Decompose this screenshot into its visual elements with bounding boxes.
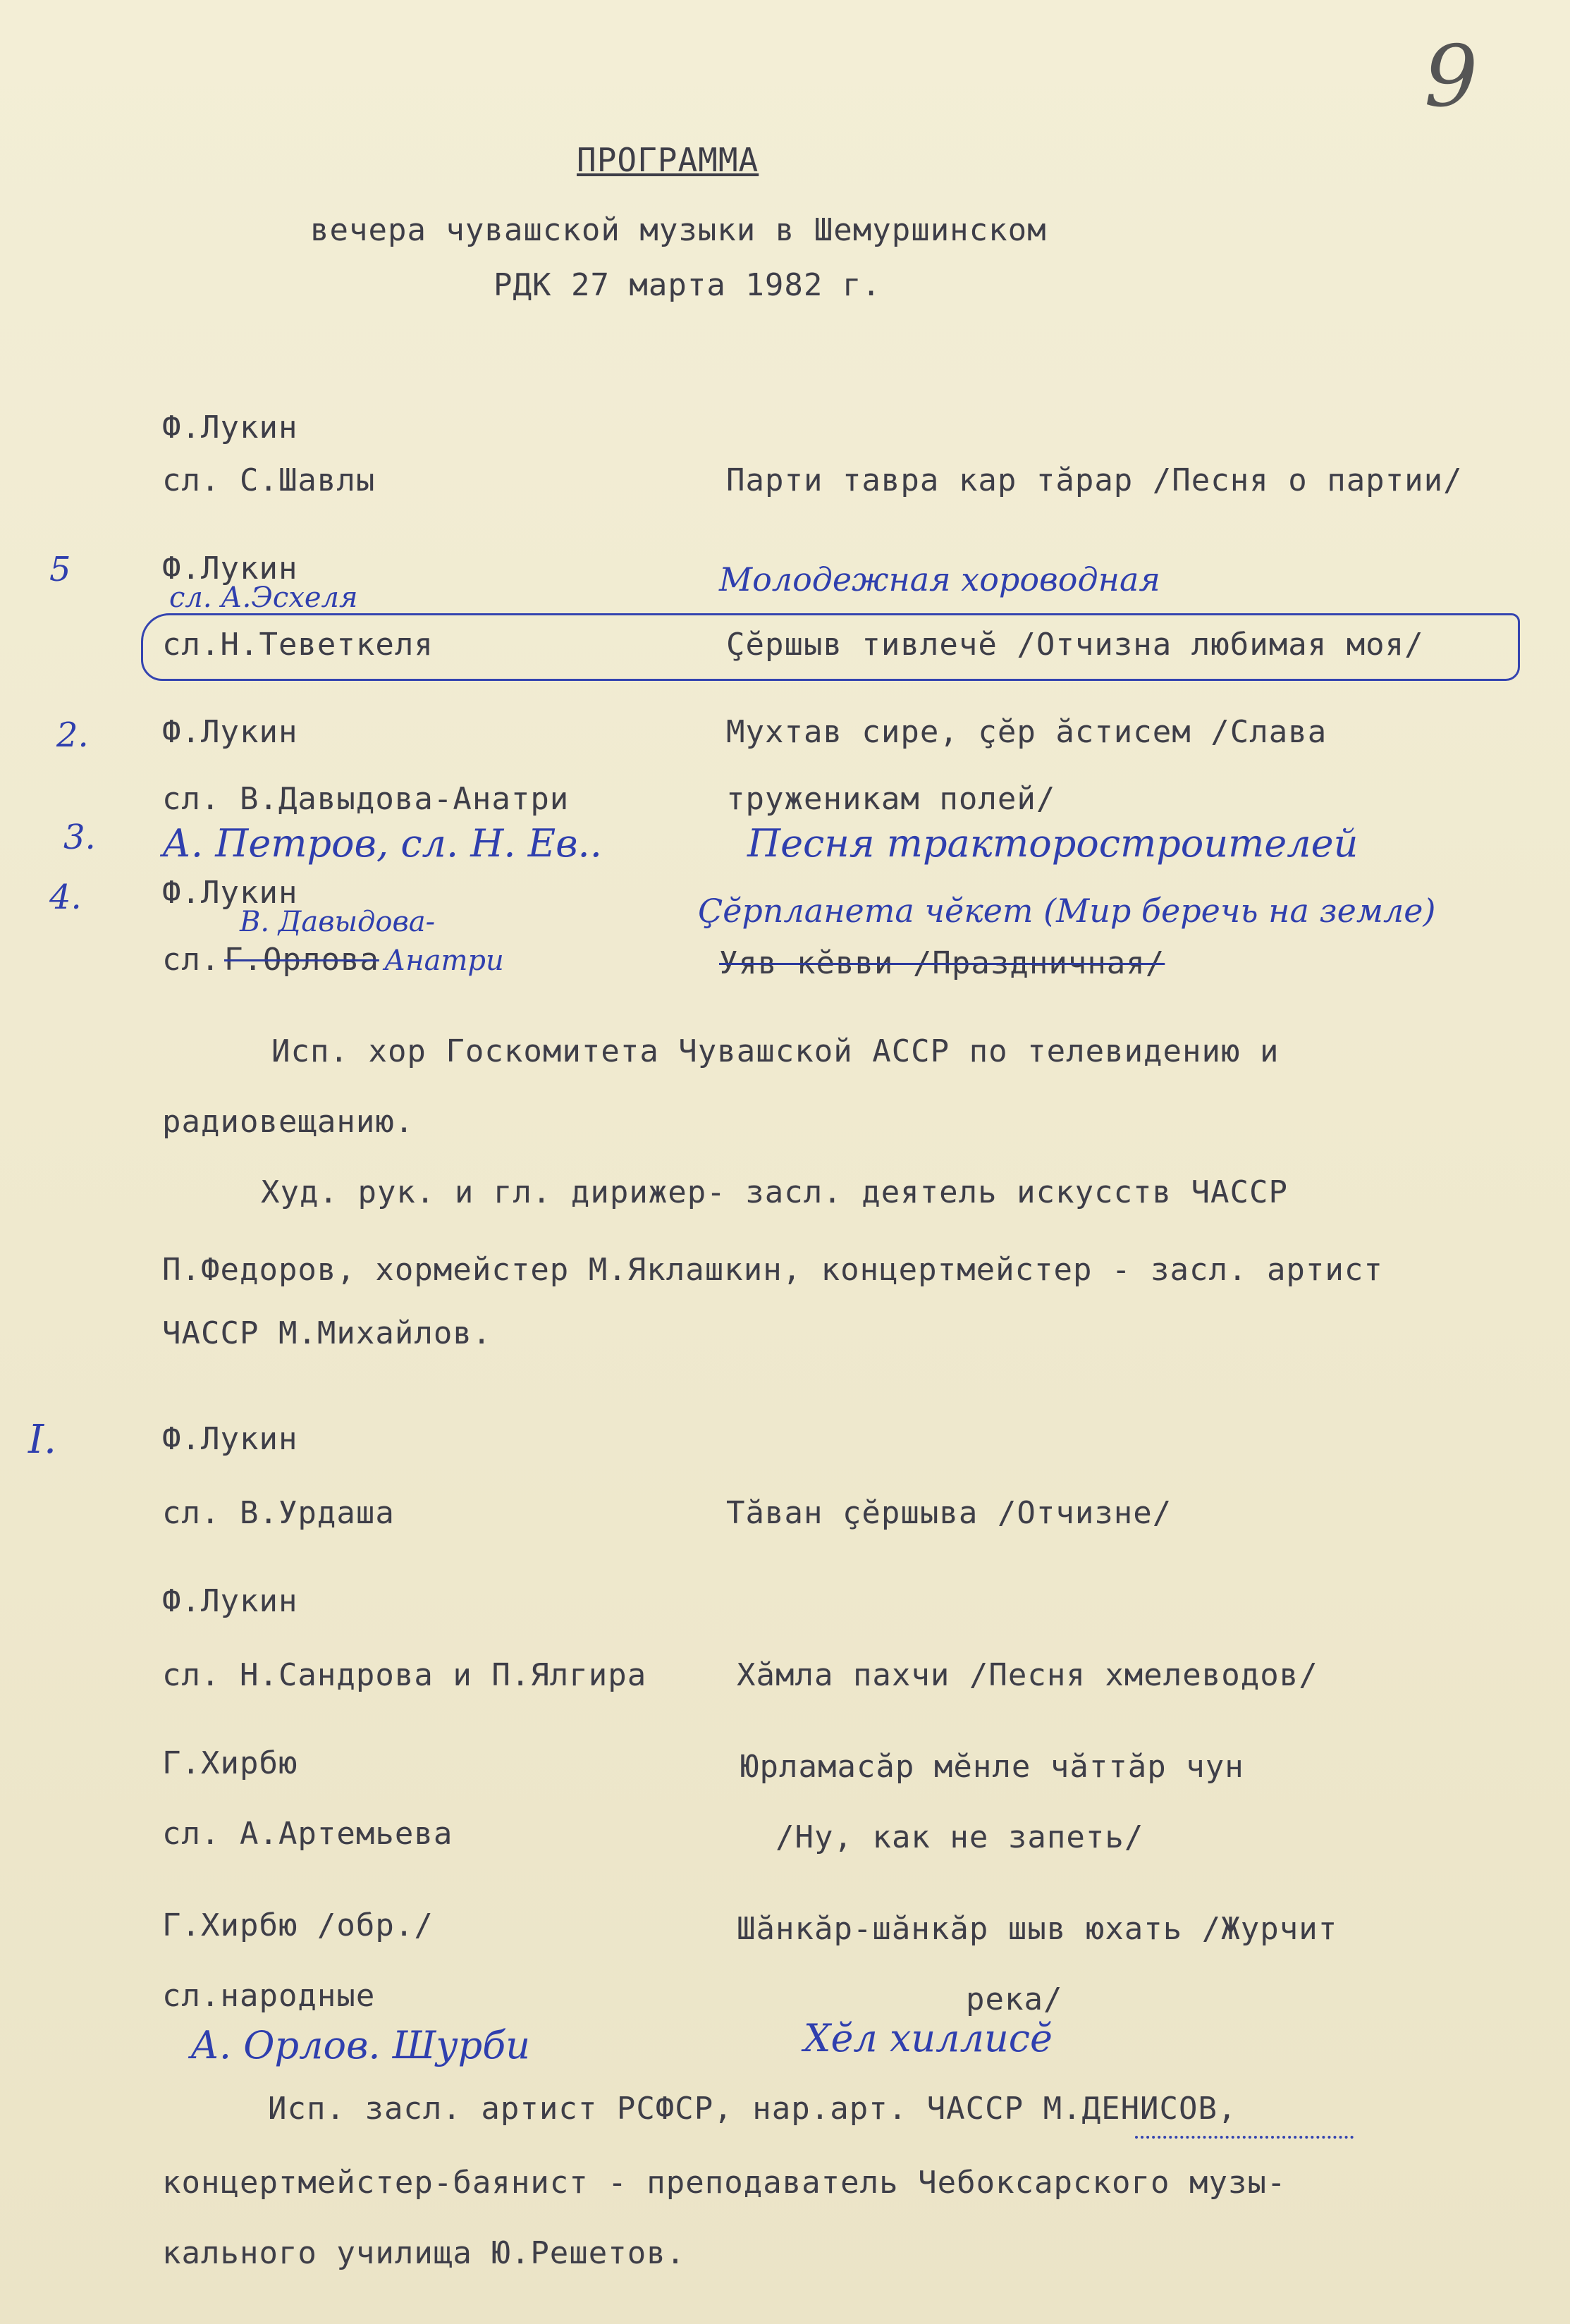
song-5-lyricist-struck: Г.Орлова xyxy=(224,942,379,978)
song-3-title-line-1: Мухтав сире, çĕр ăстисем /Слава xyxy=(726,714,1327,750)
song-2-handwritten-lyricist: сл. А.Эсхеля xyxy=(169,582,358,614)
song-1-composer: Ф.Лукин xyxy=(162,410,298,445)
song-7-lyricist: сл. Н.Сандрова и П.Ялгира xyxy=(162,1657,647,1693)
song-3-lyricist: сл. В.Давыдова-Анатри xyxy=(162,781,570,817)
song-8-lyricist: сл. А.Артемьева xyxy=(162,1816,453,1852)
performers-1-line-4: П.Федоров, хормейстер М.Яклашкин, концертмейстер - засл. артист xyxy=(162,1252,1383,1288)
performers-1-line-1: Исп. хор Госкомитета Чувашской АССР по телевидению и xyxy=(271,1033,1280,1069)
song-3-title-line-2: труженикам полей/ xyxy=(726,781,1056,817)
margin-number-I: I. xyxy=(28,1417,56,1463)
performers-2-line-1: Исп. засл. артист РСФСР, нар.арт. ЧАССР М.ДЕНИСОВ, xyxy=(268,2091,1237,2127)
song-5-handwritten-title: Çĕрпланета чĕкет (Мир беречь на земле) xyxy=(698,892,1436,930)
song-7-title: Хăмла пахчи /Песня хмелеводов/ xyxy=(737,1657,1318,1693)
song-9-handwritten-title: Хĕл хиллисĕ xyxy=(804,2016,1053,2060)
song-5-handwritten-lyricist-top: В. Давыдова- xyxy=(240,906,436,938)
subtitle-line-1: вечера чувашской музыки в Шемуршинском xyxy=(310,212,1047,248)
song-9-handwritten-credits: А. Орлов. Шурби xyxy=(190,2023,530,2067)
margin-number-5: 5 xyxy=(49,550,71,589)
song-9-title-line-2: река/ xyxy=(966,1981,1063,2017)
margin-number-2: 2. xyxy=(56,715,89,755)
subtitle-line-2: РДК 27 марта 1982 г. xyxy=(493,267,881,303)
song-1-title: Парти тавра кар тăрар /Песня о партии/ xyxy=(726,462,1463,498)
song-9-composer: Г.Хирбю /обр./ xyxy=(162,1907,434,1943)
song-4-handwritten-title: Песня тракторостроителей xyxy=(747,821,1359,866)
song-6-lyricist: сл. В.Урдаша xyxy=(162,1495,395,1531)
song-6-composer: Ф.Лукин xyxy=(162,1421,298,1457)
song-5-handwritten-lyricist-bottom: Анатри xyxy=(384,945,504,977)
song-9-title-line-1: Шăнкăр-шăнкăр шыв юхать /Журчит xyxy=(737,1911,1338,1947)
performers-1-line-3: Худ. рук. и гл. дирижер- засл. деятель искусств ЧАССР xyxy=(261,1174,1288,1210)
song-6-title: Тăван çĕршыва /Отчизне/ xyxy=(726,1495,1172,1531)
song-7-composer: Ф.Лукин xyxy=(162,1583,298,1619)
page-number: 9 xyxy=(1424,28,1478,126)
handwritten-underline xyxy=(1135,2129,1354,2139)
song-5-title-struck: Уяв кĕвви /Праздничная/ xyxy=(719,945,1165,981)
song-8-title-line-1: Юрламасăр мĕнле чăттăр чун xyxy=(740,1749,1244,1785)
song-2-title: Çĕршыв тивлечĕ /Отчизна любимая моя/ xyxy=(726,627,1424,663)
song-4-handwritten-credits: А. Петров, сл. Н. Ев.. xyxy=(162,821,602,866)
song-3-composer: Ф.Лукин xyxy=(162,714,298,750)
performers-1-line-2: радиовещанию. xyxy=(162,1104,415,1140)
song-2-handwritten-title: Молодежная хороводная xyxy=(719,560,1160,598)
performers-1-line-5: ЧАССР М.Михайлов. xyxy=(162,1315,492,1351)
song-5-composer: Ф.Лукин xyxy=(162,875,298,911)
margin-number-3: 3. xyxy=(63,818,96,857)
song-8-composer: Г.Хирбю xyxy=(162,1745,298,1781)
song-9-lyricist: сл.народные xyxy=(162,1978,376,2014)
song-5-lyricist-prefix: сл. xyxy=(162,942,221,978)
song-2-composer: Ф.Лукин xyxy=(162,551,298,586)
song-2-lyricist: сл.Н.Теветкеля xyxy=(162,627,434,663)
performers-2-line-2: концертмейстер-баянист - преподаватель Чебоксарского музы- xyxy=(162,2165,1287,2201)
page-title: ПРОГРАММА xyxy=(577,141,759,179)
performers-2-line-3: кального училища Ю.Решетов. xyxy=(162,2235,686,2271)
song-1-lyricist: сл. С.Шавлы xyxy=(162,462,376,498)
margin-number-4: 4. xyxy=(49,878,82,917)
song-8-title-line-2: /Ну, как не запеть/ xyxy=(775,1819,1144,1855)
